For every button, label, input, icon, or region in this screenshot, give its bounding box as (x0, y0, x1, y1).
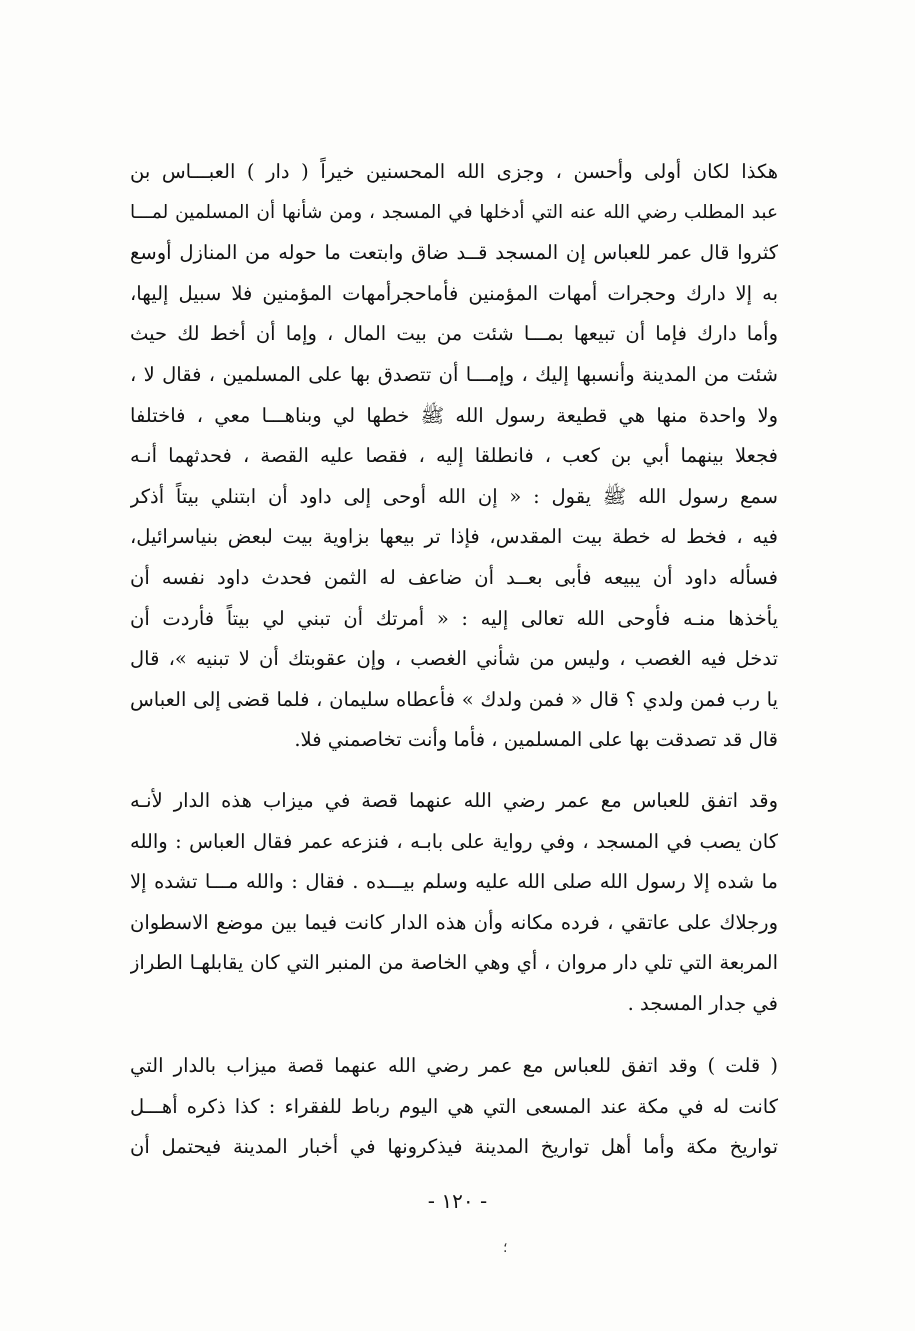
text-line: هكذا لكان أولى وأحسن ، وجزى الله المحسنين خيراً ( دار ) العبـــاس بن (130, 160, 778, 183)
paragraph-qultu-note (130, 1046, 778, 1168)
text-line: وقد اتفق للعباس مع عمر رضي الله عنهما قصة في ميزاب هذه الدار لأنـه (130, 789, 778, 812)
text-line: يأخذها منـه فأوحى الله تعالى إليه : « أمرتك أن تبني لي بيتاً فأردت أن (130, 606, 778, 630)
text-line: ولا واحدة منها هي قطيعة رسول الله ﷺ خطها لي وبناهـــا معي ، فاختلفا (130, 403, 778, 427)
text-line: في جدار المسجد . (627, 991, 778, 1015)
paragraph-mizab-story (130, 781, 778, 1025)
text-line: فيه ، فخط له خطة بيت المقدس، فإذا تر بيعها بزاوية بيت لبعض بنياسرائيل، (130, 525, 778, 549)
text-line: شئت من المدينة وأنسبها إليك ، وإمـــا أن تتصدق بها على المسلمين ، فقال لا ، (130, 362, 778, 386)
text-line: تواريخ مكة وأما أهل تواريخ المدينة فيذكرونها في أخبار المدينة فيحتمل أن (130, 1135, 778, 1159)
paragraph-dar-al-abbas (130, 152, 778, 761)
text-line: المربعة التي تلي دار مروان ، أي وهي الخاصة من المنبر التي كان يقابلهـا الطراز (130, 951, 778, 975)
text-line: فسأله داود أن يبيعه فأبى بعــد أن ضاعف له الثمن فحدث داود نفسه أن (130, 565, 778, 589)
text-line: قال قد تصدقت بها على المسلمين ، فأما وأنت تخاصمني فلا. (294, 728, 778, 752)
text-line: كانت له في مكة عند المسعى التي هي اليوم رباط للفقراء : كذا ذكره أهـــل (130, 1094, 778, 1118)
text-line: عبد المطلب رضي الله عنه التي أدخلها في المسجد ، ومن شأنها أن المسلمين لمـــا (130, 201, 778, 223)
text-line: ( قلت ) وقد اتفق للعباس مع عمر رضي الله عنهما قصة ميزاب بالدار التي (130, 1054, 778, 1077)
text-line: فجعلا بينهما أبي بن كعب ، فانطلقا إليه ، فقصا عليه القصة ، فحدثهما أنـه (130, 444, 778, 468)
text-line: كثروا قال عمر للعباس إن المسجد قــد ضاق وابتعت ما حوله من المنازل أوسع (130, 241, 778, 265)
page-number: - ١٢٠ - (427, 1189, 488, 1213)
text-line: يا رب فمن ولدي ؟ قال « فمن ولدك » فأعطاه سليمان ، فلما قضى إلى العباس (130, 687, 778, 711)
text-line: به إلا دارك وحجرات أمهات المؤمنين فأماحجرأمهات المؤمنين فلا سبيل إليها، (130, 281, 778, 305)
text-line: سمع رسول الله ﷺ يقول : « إن الله أوحى إلى داود أن ابتنلي بيتاً أذكر (130, 484, 778, 508)
stray-ink-mark: ؛ (503, 1240, 508, 1256)
text-line: وأما دارك فإما أن تبيعها بمـــا شئت من بيت المال ، وإما أن أخط لك حيث (130, 322, 778, 346)
text-line: ما شده إلا رسول الله صلى الله عليه وسلم بيـــده . فقال : والله مـــا تشده إلا (130, 870, 778, 894)
text-line: ورجلاك على عاتقي ، فرده مكانه وأن هذه الدار كانت فيما بين موضع الاسطوان (130, 910, 778, 934)
text-line: تدخل فيه الغصب ، وليس من شأني الغصب ، وإن عقوبتك أن لا تبنيه »، قال (130, 647, 778, 671)
text-line: كان يصب في المسجد ، وفي رواية على بابـه ، فنزعه عمر فقال العباس : والله (130, 829, 778, 853)
